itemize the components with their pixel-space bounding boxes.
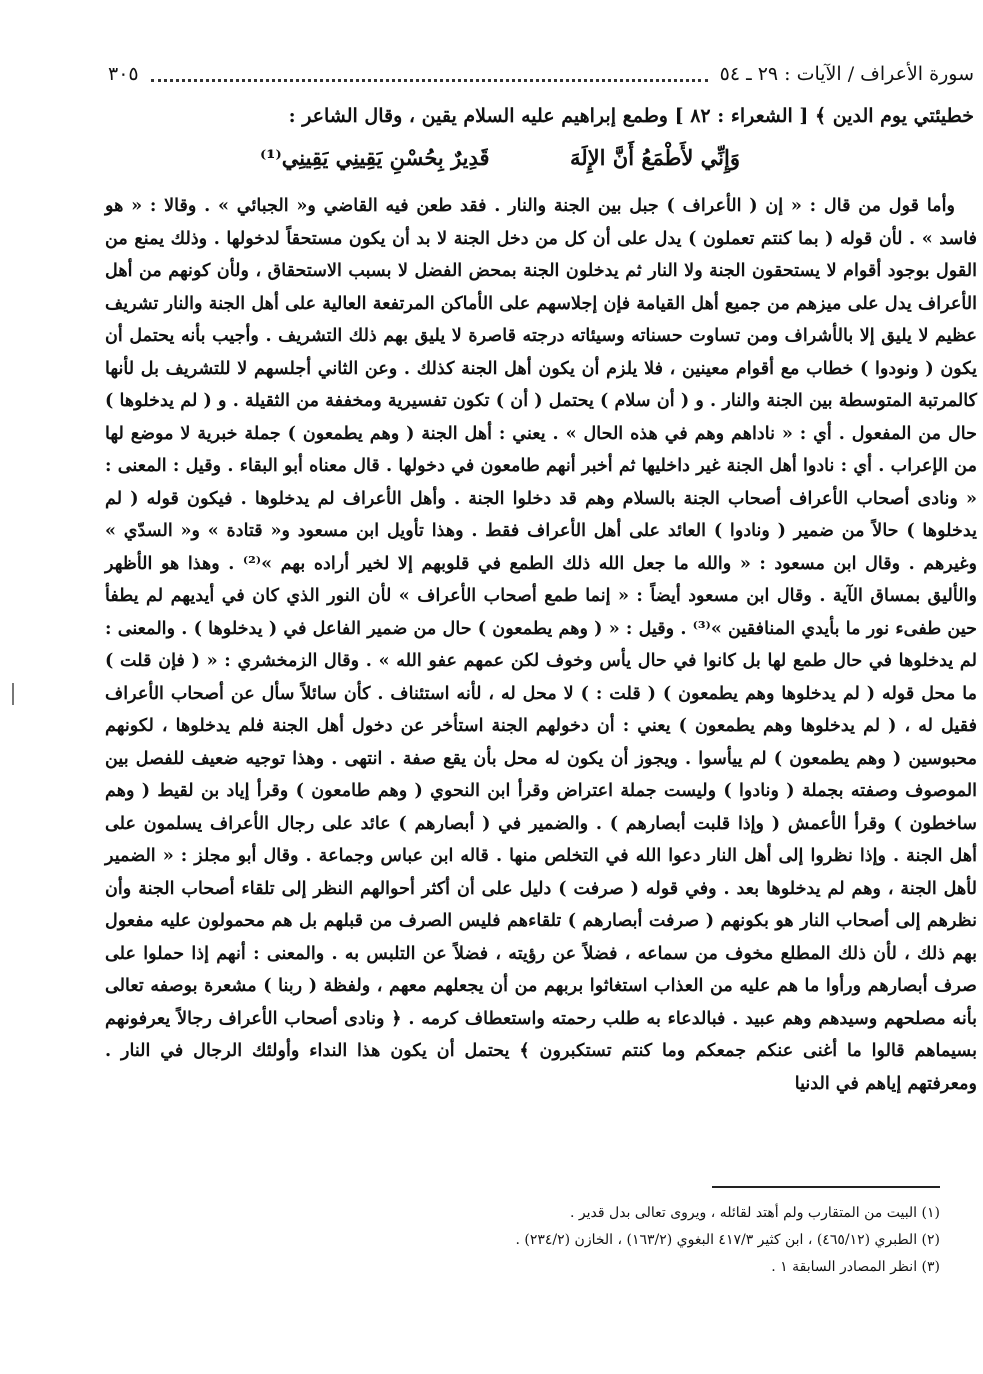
header-dotted-leader [151, 67, 708, 82]
running-header [108, 60, 974, 88]
footnotes [300, 1200, 940, 1281]
footnote-3: (٣) انظر المصادر السابقة ١ . [771, 1259, 940, 1275]
footnote-separator [712, 1186, 940, 1188]
footnote-2: (٢) الطبري (٤٦٥/١٢) ، ابن كثير ٤١٧/٣ البغوي (١٦٣/٢) ، الخازن (٢٣٤/٢) . [515, 1232, 940, 1248]
main-text [105, 190, 977, 1100]
poetry-verse [260, 140, 740, 176]
body-paragraph: وأما قول من قال : « إن ( الأعراف ) جبل بين الجنة والنار . فقد طعن فيه القاضي و« الجبائي » . وقالا : « هو فاسد » . لأن قوله ( بما كنتم تعملون ) يدل على أن كل من دخل الجنة لا بد أن يكون مستحقاً لدخولها . وذلك يمنع من القول بوجود أقوام لا يستحقون الجنة ولا النار ثم يدخلون الجنة بمحض الفضل لا بسبب الاستحقاق ، ولأن كونهم من أهل الأعراف يدل على ميزهم من جميع أهل القيامة فإن إجلاسهم على الأماكن المرتفعة العالية على أهل الجنة والنار تشريف عظيم لا يليق إلا بالأشراف ومن تساوت حسناته وسيئاته درجته قاصرة لا يليق بهم ذلك التشريف . وأجيب بأنه يحتمل أن يكون ( ونودوا ) خطاب مع أقوام معينين ، فلا يلزم أن يكون أهل الجنة كذلك . وعن الثاني أجلسهم لا للتشريف بل لأنها كالمرتبة المتوسطة بين الجنة والنار . و ( أن سلام ) يحتمل ( أن ) تكون تفسيرية ومخففة من الثقيلة . و ( لم يدخلوها ) حال من المفعول . أي : « ناداهم وهم في هذه الحال » . يعني : أهل الجنة ( وهم يطمعون ) جملة خبرية لا موضع لها من الإعراب . أي : نادوا أهل الجنة غير داخليها ثم أخبر أنهم طامعون في دخولها . قال معناه أبو البقاء . وقيل : المعنى : « ونادى أصحاب الأعراف أصحاب الجنة بالسلام وهم قد دخلوا الجنة . وأهل الأعراف لم يدخلوها . فيكون قوله ( لم يدخلوها ) حالاً من ضمير ( ونادوا ) العائد على أهل الأعراف فقط . وهذا تأويل ابن مسعود و« قتادة » و« السدّي » وغيرهم . وقال ابن مسعود : « والله ما جعل الله ذلك الطمع في قلوبهم إلا لخير أراده بهم »⁽²⁾ . وهذا هو الأظهر والأليق بمساق الآية . وقال ابن مسعود أيضاً : « إنما طمع أصحاب الأعراف » لأن النور الذي كان في أيديهم لم يطفأ حين طفىء نور ما بأيدي المنافقين »⁽³⁾ . وقيل : « ( وهم يطمعون ) حال من ضمير الفاعل في ( يدخلوها ) . والمعنى : لم يدخلوها في حال طمع لها بل كانوا في حال يأس وخوف لكن عمهم عفو الله » . وقال الزمخشري : « ( فإن قلت ) ما محل قوله ( لم يدخلوها وهم يطمعون ) ( قلت : ) لا محل له ، لأنه استئناف . كأن سائلاً سأل عن أصحاب الأعراف فقيل له ، ( لم يدخلوها وهم يطمعون ) يعني : أن دخولهم الجنة استأخر عن دخول أهل الجنة فلم يدخلوها ، لكونهم محبوسين ( وهم يطمعون ) لم ييأسوا . ويجوز أن يكون له محل بأن يقع صفة . انتهى . وهذا توجيه ضعيف للفصل بين الموصوف وصفته بجملة ( ونادوا ) وليست جملة اعتراض وقرأ ابن النحوي ( وهم طامعون ) وقرأ إياد بن لقيط ( وهم ساخطون ) وقرأ الأعمش ( وإذا قلبت أبصارهم ) . والضمير في ( أبصارهم ) عائد على رجال الأعراف يسلمون على أهل الجنة . وإذا نظروا إلى أهل النار دعوا الله في التخلص منها . قاله ابن عباس وجماعة . وقال أبو مجلز : « الضمير لأهل الجنة ، وهم لم يدخلوها بعد . وفي قوله ( صرفت ) دليل على أن أكثر أحوالهم النظر إلى تلقاء أصحاب الجنة وأن نظرهم إلى أصحاب النار هو بكونهم ( صرفت أبصارهم ) تلقاءهم فليس الصرف من قبلهم بل هم محمولون عليه مفعول بهم ذلك ، لأن ذلك المطلع مخوف من سماعه ، فضلاً عن رؤيته ، فضلاً عن التلبس به . والمعنى : أنهم إذا حملوا على صرف أبصارهم ورأوا ما هم عليه من العذاب استغاثوا بربهم من أن يجعلهم معهم ، ولفظة ( ربنا ) مشعرة بوصفه تعالى بأنه مصلحهم وسيدهم وهم عبيد . فبالدعاء به طلب رحمته واستعطاف كرمه . ﴿ ونادى أصحاب الأعراف رجالاً يعرفونهم بسيماهم قالوا ما أغنى عنكم جمعكم وما كنتم تستكبرون ﴾ يحتمل أن يكون هذا النداء وأولئك الرجال في النار . ومعرفتهم إياهم في الدنيا [105, 195, 978, 1094]
page-number: ٣٠٥ [108, 63, 139, 85]
intro-line: خطيئتي يوم الدين ﴾ [ الشعراء : ٨٢ ] وطمع إبراهيم عليه السلام يقين ، وقال الشاعر : [288, 105, 974, 127]
scan-margin-mark [12, 683, 14, 705]
verse-second-hemistich: قَدِيرٌ بِحُسْنِ يَقِينِي يَقِينِي⁽¹⁾ [260, 145, 490, 170]
footnote-1: (١) البيت من المتقارب ولم أهتد لقائله ، ويروى تعالى بدل قدير . [570, 1205, 940, 1221]
verse-first-hemistich: وَإِنِّي لأَطْمَعُ أَنَّ الإِلَهَ [570, 145, 740, 170]
surah-title: سورة الأعراف / الآيات : ٢٩ ـ ٥٤ [719, 63, 974, 85]
